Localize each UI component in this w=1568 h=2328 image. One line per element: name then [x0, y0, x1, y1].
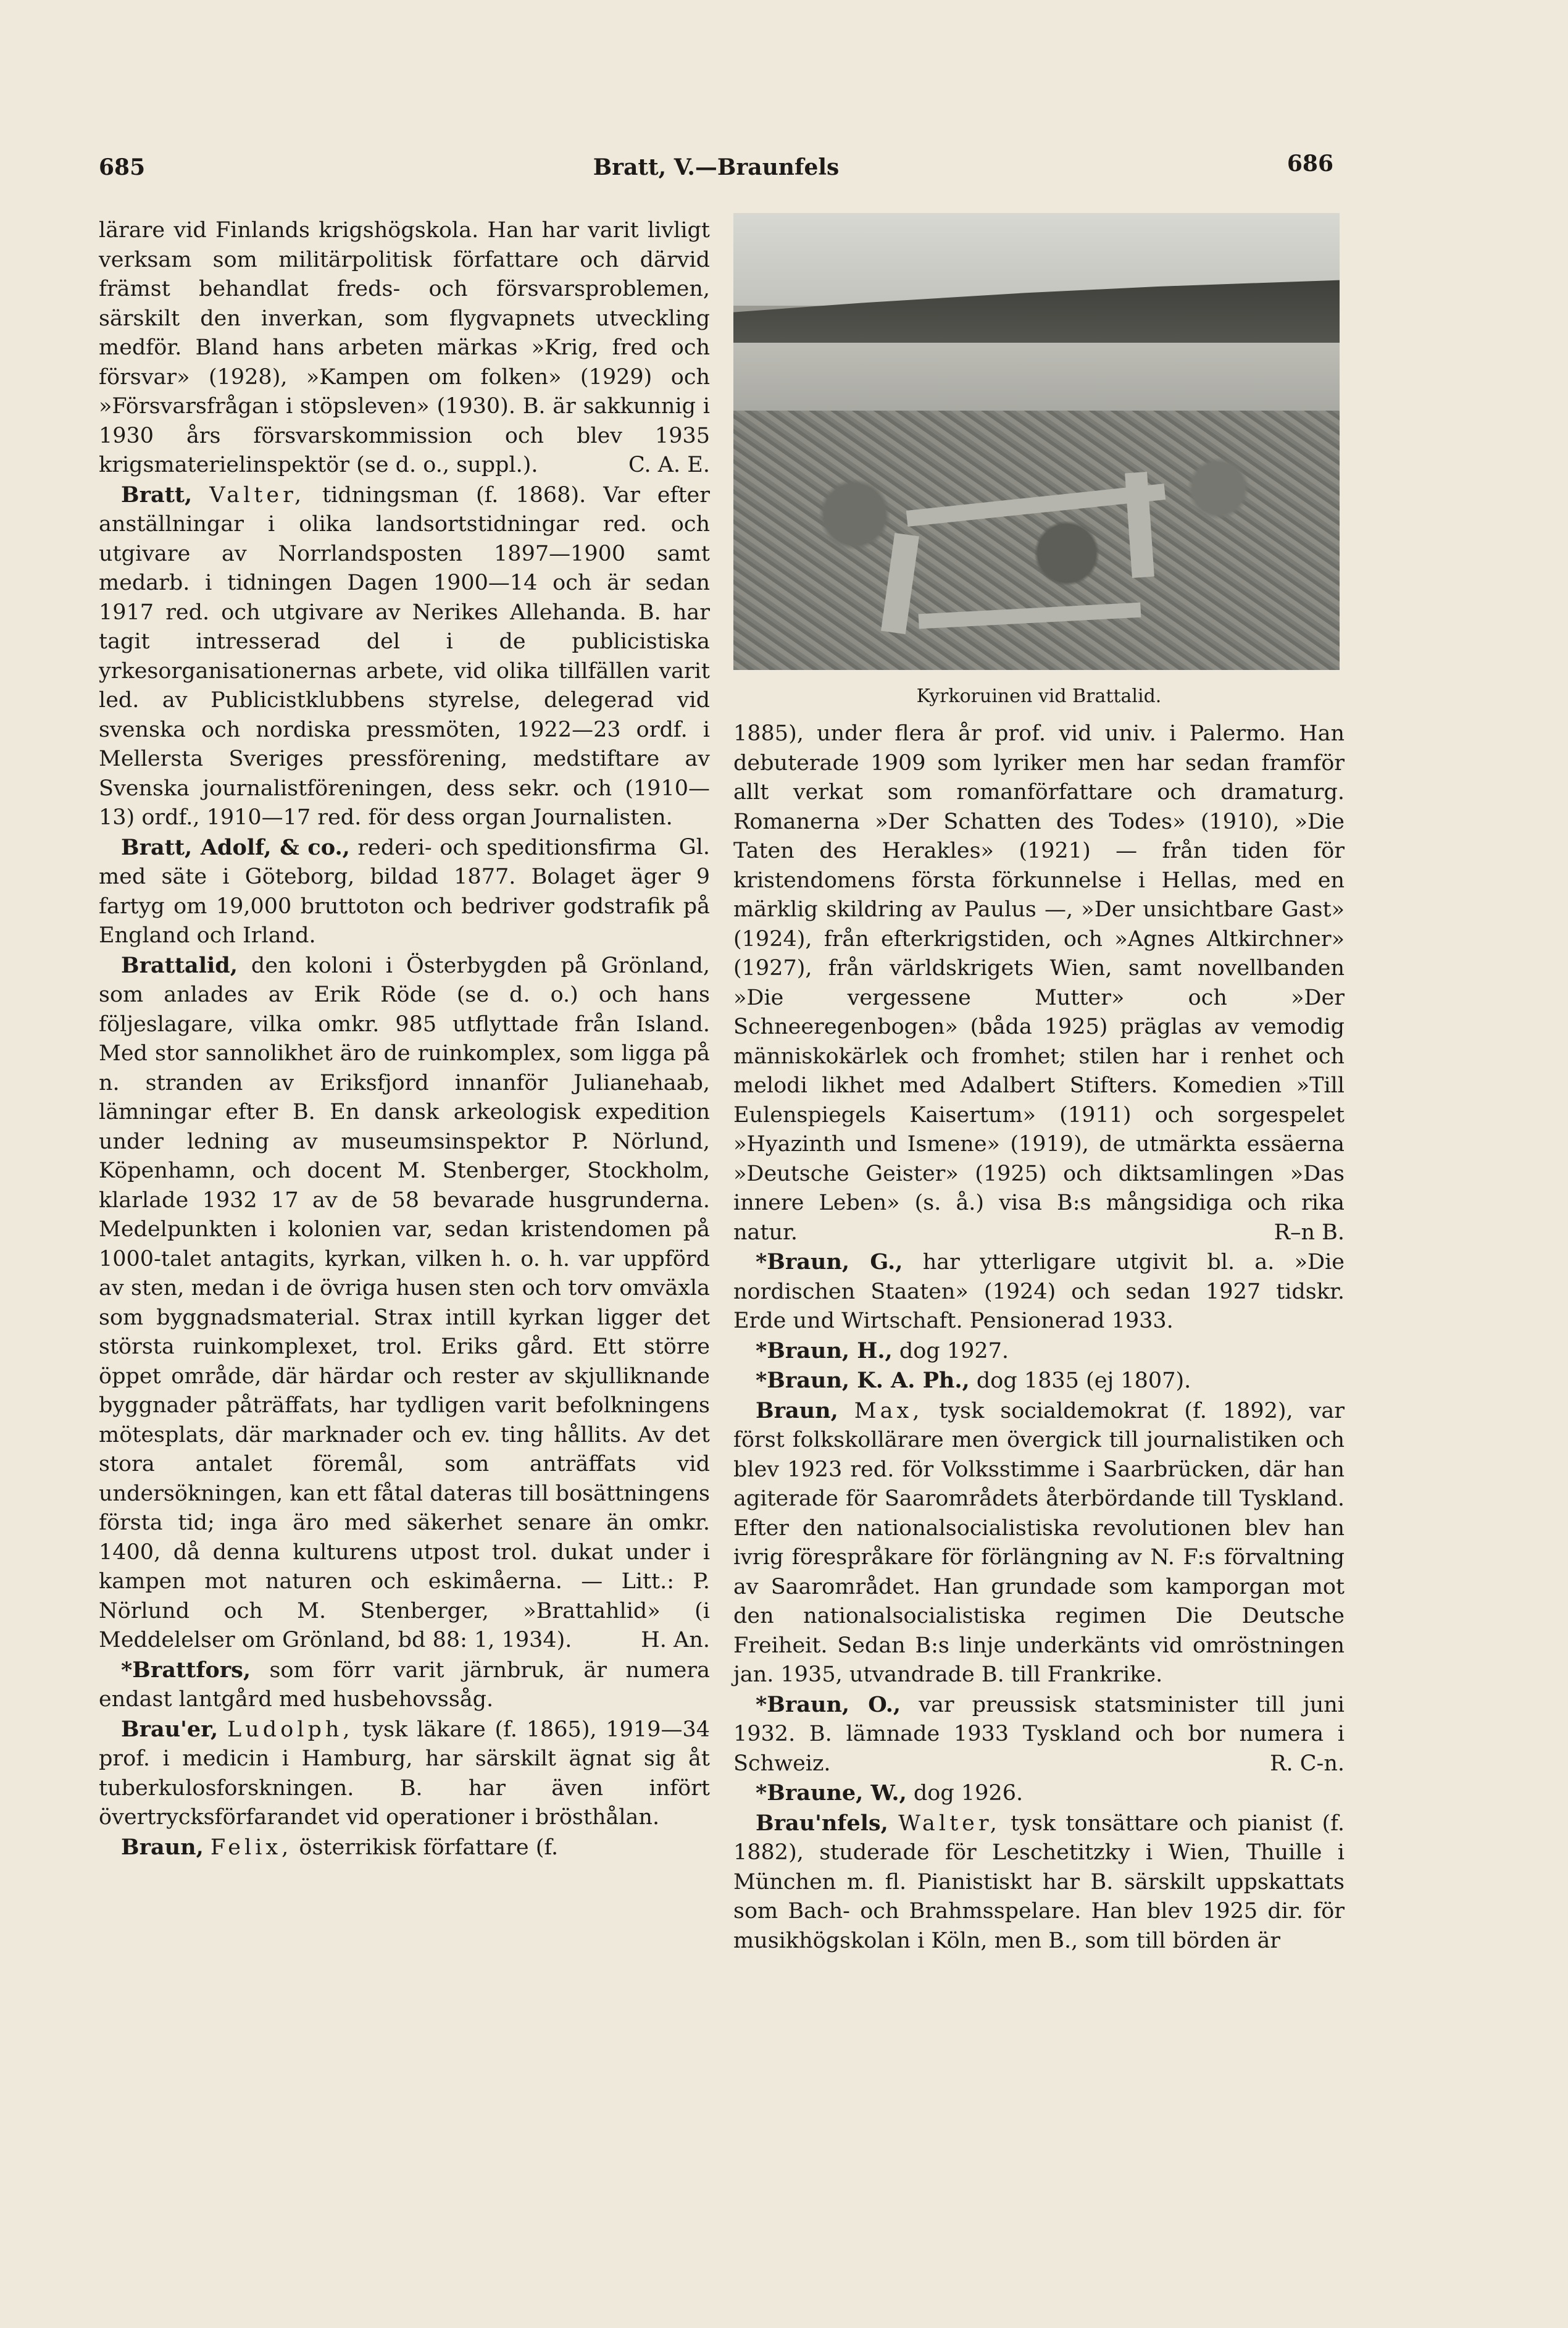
entry-braun-felix-continued: 1885), under flera år prof. vid univ. i Palermo. Han debuterade 1909 som lyriker men har sedan framför allt verkat som romanförfattare och dramaturg. Romanerna »Der Schatten des Todes» (1910), »Die Taten des Herakles» (1921) — från tiden för kristendomens första förkunnelse i Hellas, med en märklig skildring av Paulus —, »Der unsichtbare Gast» (1924), från efterkrigstiden, och »Agnes Altkirchner» (1927), från världskrigets Wien, samt novellbanden »Die vergessene Mutter» och »Der Schneeregenbogen» (båda 1925) präglas av vemodig människokärlek och fromhet; stilen har i renhet och melodi likhet med Adalbert Stifters. Komedien »Till Eulenspiegels Kaisertum» (1911) och sorgespelet »Hyazinth und Ismene» (1919), de utmärkta essäerna »Deutsche Geister» (1925) och diktsamlingen »Das innere Leben» (s. å.) visa B:s mångsidiga och rika natur. R–n B.: [733, 719, 1345, 1247]
entry-bratt-adolf: Bratt, Adolf, & co., rederi- och speditionsfirma med säte i Göteborg, bildad 1877. Bolaget äger 9 fartyg om 19,000 bruttoton och bedriver godstrafik på England och Irland.: [99, 834, 710, 948]
page-number-left: 685: [99, 154, 146, 180]
page-header: [99, 151, 1333, 191]
signature: Gl.: [678, 834, 710, 860]
entry-braun-felix: Braun, Felix, österrikisk författare (f.: [121, 1834, 559, 1860]
left-column: [99, 216, 710, 1862]
signature: C. A. E.: [628, 453, 710, 477]
entry-braun-ka: *Braun, K. A. Ph., dog 1835 (ej 1807).: [756, 1368, 1191, 1393]
entry-braune-w: *Braune, W., dog 1926.: [756, 1780, 1024, 1806]
figure: [733, 213, 1345, 707]
signature: R–n B.: [1274, 1220, 1345, 1245]
running-head: Bratt, V.—Braunfels: [593, 154, 840, 180]
signature: R. C-n.: [1270, 1751, 1345, 1776]
church-ruin-photo: [733, 213, 1340, 670]
entry-braun-g: *Braun, G., har ytterligare utgivit bl. a. »Die nordischen Staaten» (1924) och sedan 1927 tidskr. Erde und Wirtschaft. Pensionerad 1933.: [733, 1249, 1345, 1333]
entry-braun-h: *Braun, H., dog 1927.: [756, 1338, 1009, 1363]
signature: H. An.: [641, 1628, 710, 1652]
entry-braun-o: *Braun, O., var preussisk statsminister till juni 1932. B. lämnade 1933 Tyskland och bor numera i Schweiz. R. C-n.: [733, 1690, 1345, 1779]
figure-caption: Kyrkoruinen vid Brattalid.: [916, 685, 1162, 707]
entry-brattalid: Brattalid, den koloni i Österbygden på Grönland, som anlades av Erik Röde (se d. o.) och hans följeslagare, vilka omkr. 985 utflyttade från Island. Med stor sannolikhet äro de ruinkomplex, som ligga på n. stranden av Eriksfjord innanför Julianehaab, lämningar efter B. En dansk arkeologisk expedition under ledning av museumsinspektor P. Nörlund, Köpenhamn, och docent M. Stenberger, Stockholm, klarlade 1932 17 av de 58 bevarade husgrunderna. Medelpunkten i kolonien var, sedan kristendomen på 1000-talet antagits, kyrkan, vilken h. o. h. var uppförd av sten, medan i de övriga husen sten och torv omväxla som byggnadsmaterial. Strax intill kyrkan ligger det största ruinkomplexet, trol. Eriks gård. Ett större öppet område, där härdar och rester av skjulliknande byggnader påträffats, har tydligen varit befolkningens mötesplats, där marknader och ev. ting hållits. Av det stora antalet föremål, som anträffats vid undersökningen, kan ett fåtal dateras till bosättningens första tid; inga äro med säkerhet senare än omkr. 1400, då denna kulturens utpost trol. dukat under i kampen mot naturen och eskimåerna. — Litt.: P. Nörlund och M. Stenberger, »Brattahlid» (i Meddelelser om Grönland, bd 88: 1, 1934). H. An.: [99, 951, 710, 1656]
entry-braun-max: Braun, Max, tysk socialdemokrat (f. 1892), var först folkskollärare men övergick till journalistiken och blev 1923 red. för Volksstimme i Saarbrücken, där han agiterade för Saarområdets återbördande till Tyskland. Efter den nationalsocialistiska revolutionen blev han ivrig förespråkare för förlängning av N. F:s förvaltning av Saarområdet. Han grundade som kamporgan mot den nationalsocialistiska regimen Die Deutsche Freiheit. Sedan B:s linje underkänts vid omröstningen jan. 1935, utvandrade B. till Frankrike.: [733, 1397, 1345, 1687]
entry-braunfels: Brau'nfels, Walter, tysk tonsättare och pianist (f. 1882), studerade för Leschetitzky i Wien, Thuille i München m. fl. Pianistiskt har B. särskilt uppskattats som Bach- och Brahmsspelare. Han blev 1925 dir. för musikhögskolan i Köln, men B., som till börden är: [733, 1810, 1345, 1953]
entry-paragraph: lärare vid Finlands krigshögskola. Han har varit livligt verksam som militärpolitisk författare och därvid främst behandlat freds- och försvarsproblemen, särskilt den inverkan, som flygvapnets utveckling medför. Bland hans arbeten märkas »Krig, fred och försvar» (1928), »Kampen om folken» (1929) och »Försvarsfrågan i stöpsleven» (1930). B. är sakkunnig i 1930 års försvarskommission och blev 1935 krigsmaterielinspektör (se d. o., suppl.). C. A. E.: [99, 216, 710, 480]
page-number-right: 686: [1287, 151, 1333, 177]
entry-brattfors: *Brattfors, som förr varit järnbruk, är numera endast lantgård med husbehovssåg.: [99, 1657, 710, 1712]
entry-brauer: Brau'er, Ludolph, tysk läkare (f. 1865), 1919—34 prof. i medicin i Hamburg, har särskilt ägnat sig åt tuberkulosforskningen. B. har även infört övertrycksförfarandet vid operationer i brösthålan.: [99, 1716, 710, 1830]
right-column: [733, 719, 1345, 1956]
entry-bratt-valter: Bratt, Valter, tidningsman (f. 1868). Var efter anställningar i olika landsortstidningar red. och utgivare av Norrlandsposten 1897—1900 samt medarb. i tidningen Dagen 1900—14 och är sedan 1917 red. och utgivare av Nerikes Allehanda. B. har tagit intresserad del i de publicistiska yrkesorganisationernas arbete, vid olika tillfällen varit led. av Publicistklubbens styrelse, delegerad vid svenska och nordiska pressmöten, 1922—23 ordf. i Mellersta Sveriges pressförening, medstiftare av Svenska journalistföreningen, dess sekr. och (1910—13) ordf., 1910—17 red. för dess organ Journalisten. Gl.: [99, 480, 710, 833]
